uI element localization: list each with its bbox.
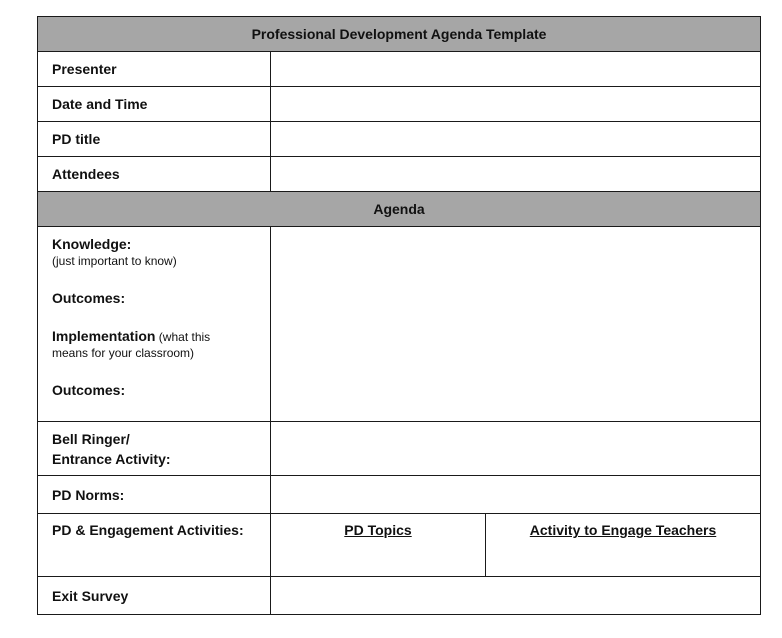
presenter-row [38, 52, 761, 87]
agenda-field[interactable] [271, 227, 761, 422]
knowledge-note: (just important to know) [52, 254, 177, 268]
bell-ringer-label [38, 422, 271, 476]
implementation-note-1: (what this [155, 330, 211, 344]
pd-norms-field[interactable] [271, 476, 761, 514]
bell-ringer-field[interactable] [271, 422, 761, 476]
outcomes-label-1: Outcomes: [52, 290, 126, 306]
pd-title-label: PD title [38, 122, 271, 157]
date-time-row [38, 87, 761, 122]
title-row [38, 17, 761, 52]
implementation-note-2: means for your classroom) [52, 346, 195, 360]
activity-header: Activity to Engage Teachers [486, 514, 761, 577]
agenda-header-row [38, 192, 761, 227]
pd-norms-row [38, 476, 761, 514]
agenda-header: Agenda [38, 192, 761, 227]
date-time-field[interactable] [271, 87, 761, 122]
engagement-label: PD & Engagement Activities: [38, 514, 271, 577]
presenter-label: Presenter [38, 52, 271, 87]
agenda-row [38, 227, 761, 422]
engagement-row [38, 514, 761, 577]
date-time-label: Date and Time [38, 87, 271, 122]
presenter-field[interactable] [271, 52, 761, 87]
exit-survey-row [38, 577, 761, 615]
pd-topics-header: PD Topics [271, 514, 486, 577]
document-title: Professional Development Agenda Template [38, 17, 761, 52]
bell-ringer-line-2: Entrance Activity: [52, 450, 171, 467]
exit-survey-field[interactable] [271, 577, 761, 615]
exit-survey-label: Exit Survey [38, 577, 271, 615]
agenda-document [37, 16, 760, 615]
outcomes-label-2: Outcomes: [52, 382, 126, 398]
attendees-field[interactable] [271, 157, 761, 192]
implementation-label: Implementation [52, 328, 156, 344]
knowledge-label: Knowledge: [52, 236, 132, 252]
agenda-labels [38, 227, 271, 422]
attendees-label: Attendees [38, 157, 271, 192]
pd-title-row [38, 122, 761, 157]
bell-ringer-row [38, 422, 761, 476]
agenda-table [37, 16, 761, 615]
attendees-row [38, 157, 761, 192]
pd-title-field[interactable] [271, 122, 761, 157]
pd-norms-label: PD Norms: [38, 476, 271, 514]
bell-ringer-line-1: Bell Ringer/ [52, 430, 130, 447]
